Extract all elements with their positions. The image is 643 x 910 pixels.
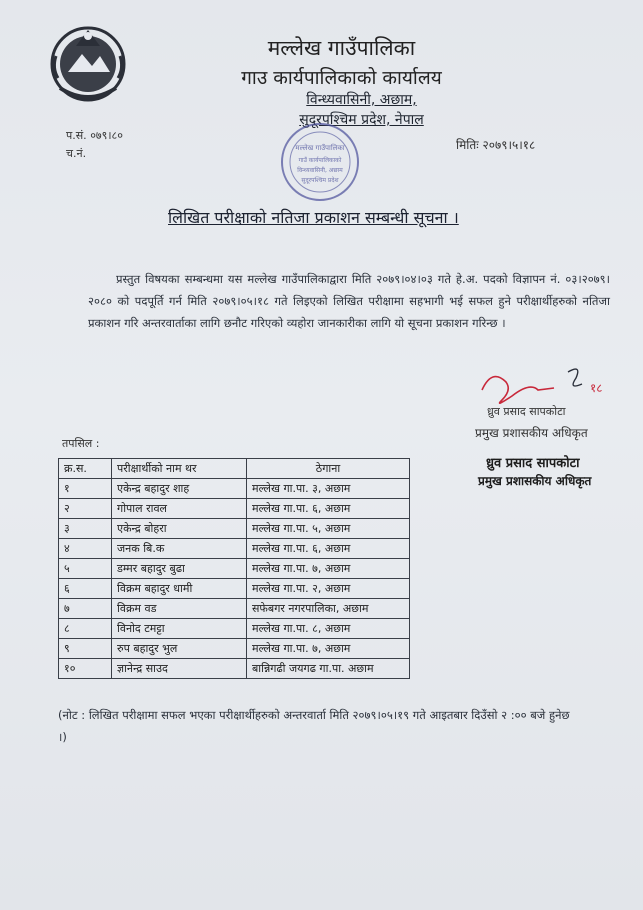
- address-line-2: सुदूरपश्चिम प्रदेश, नेपाल: [299, 112, 424, 128]
- row-name: डम्मर बहादुर बुढा: [112, 559, 247, 579]
- row-serial: ५: [59, 559, 112, 579]
- table-header-row: [59, 459, 410, 479]
- notice-body: प्रस्तुत विषयका सम्बन्धमा यस मल्लेख गाउँपालिकाद्वारा मिति २०७९।०४।०३ गते हे.अ. पदको विज्ञापन नं. ०३।२०७९।२०८० को पदपूर्ति गर्न मिति २०७९।०५।१८ गते लिइएको लिखित परीक्षामा सहभागी भई सफल हुने परीक्षार्थीहरुको नतिजा प्रकाशन गरि अन्तरवार्ताका लागि छनौट गरिएको व्यहोरा जानकारीका लागि यो सूचना प्रकाशन गरिन्छ ।: [88, 272, 610, 330]
- row-name: विक्रम बहादुर धामी: [112, 579, 247, 599]
- reference-ps: [66, 128, 123, 143]
- office-subtitle: गाउ कार्यपालिकाको कार्यालय: [241, 67, 442, 89]
- signature-handwritten-title: प्रमुख प्रशासकीय अधिकृत: [475, 426, 588, 440]
- table-row: [59, 579, 410, 599]
- table-row: [59, 559, 410, 579]
- date-value: २०७९।५।१८: [482, 138, 536, 152]
- interview-note: (नोट : लिखित परीक्षामा सफल भएका परीक्षार्थीहरुको अन्तरवार्ता मिति २०७९।०५।१९ गते आइतबार दिउँसो २ :०० बजे हुनेछ ।): [58, 708, 570, 744]
- row-name: गोपाल रावल: [112, 499, 247, 519]
- header-name: परीक्षार्थीको नाम थर: [112, 459, 247, 479]
- reference-ps-label: प.सं.: [66, 129, 87, 142]
- signature-date: १८: [590, 381, 603, 395]
- row-serial: ३: [59, 519, 112, 539]
- row-name: जनक बि.क: [112, 539, 247, 559]
- table-row: [59, 519, 410, 539]
- svg-text:विन्ध्यवासिनी, अछाम: विन्ध्यवासिनी, अछाम: [297, 167, 343, 174]
- table-row: [59, 619, 410, 639]
- table-row: [59, 659, 410, 679]
- signature-handwritten-name: ध्रुव प्रसाद सापकोटा: [487, 405, 566, 418]
- row-serial: १०: [59, 659, 112, 679]
- reference-ps-value: ०७९।८०: [90, 129, 123, 142]
- row-name: विनोद टमट्टा: [112, 619, 247, 639]
- date-label: मितिः: [456, 138, 479, 152]
- svg-text:सुदूरपश्चिम प्रदेश: सुदूरपश्चिम प्रदेश: [301, 177, 339, 184]
- office-stamp-icon: [278, 120, 362, 204]
- row-address: सफेबगर नगरपालिका, अछाम: [247, 599, 410, 619]
- row-serial: १: [59, 479, 112, 499]
- row-address: मल्लेख गा.पा. ८, अछाम: [247, 619, 410, 639]
- svg-text:गाउँ कार्यपालिकाको: गाउँ कार्यपालिकाको: [298, 157, 342, 164]
- table-caption: तपसिल :: [62, 437, 100, 450]
- row-serial: ४: [59, 539, 112, 559]
- row-name: एकेन्द्र बहादुर शाह: [112, 479, 247, 499]
- row-address: मल्लेख गा.पा. ६, अछाम: [247, 499, 410, 519]
- row-address: मल्लेख गा.पा. ६, अछाम: [247, 539, 410, 559]
- row-serial: ८: [59, 619, 112, 639]
- notice-subject: लिखित परीक्षाको नतिजा प्रकाशन सम्बन्धी सूचना ।: [168, 208, 459, 227]
- table-row: [59, 479, 410, 499]
- row-address: बान्निगढी जयगढ गा.पा. अछाम: [247, 659, 410, 679]
- results-table: [58, 458, 410, 679]
- table-row: [59, 499, 410, 519]
- row-address: मल्लेख गा.पा. ३, अछाम: [247, 479, 410, 499]
- header-address: ठेगाना: [247, 459, 410, 479]
- table-row: [59, 539, 410, 559]
- row-name: एकेन्द्र बोहरा: [112, 519, 247, 539]
- signature-stamped-name: ध्रुव प्रसाद सापकोटा: [486, 456, 580, 471]
- header-serial: क्र.स.: [59, 459, 112, 479]
- row-address: मल्लेख गा.पा. २, अछाम: [247, 579, 410, 599]
- row-serial: ९: [59, 639, 112, 659]
- address-line-1: विन्ध्यवासिनी, अछाम,: [306, 92, 417, 108]
- svg-text:मल्लेख गाउँपालिका: मल्लेख गाउँपालिका: [295, 144, 345, 152]
- row-serial: ६: [59, 579, 112, 599]
- row-name: विक्रम वड: [112, 599, 247, 619]
- row-name: रुप बहादुर भुल: [112, 639, 247, 659]
- signature-stamped-title: प्रमुख प्रशासकीय अधिकृत: [478, 474, 592, 488]
- row-address: मल्लेख गा.पा. ७, अछाम: [247, 559, 410, 579]
- table-row: [59, 639, 410, 659]
- office-name: मल्लेख गाउँपालिका: [267, 36, 416, 60]
- row-serial: २: [59, 499, 112, 519]
- row-address: मल्लेख गा.पा. ५, अछाम: [247, 519, 410, 539]
- table-row: [59, 599, 410, 619]
- row-name: ज्ञानेन्द्र साउद: [112, 659, 247, 679]
- row-serial: ७: [59, 599, 112, 619]
- notice-date: [456, 136, 535, 153]
- reference-chn: च.नं.: [66, 147, 87, 160]
- row-address: मल्लेख गा.पा. ७, अछाम: [247, 639, 410, 659]
